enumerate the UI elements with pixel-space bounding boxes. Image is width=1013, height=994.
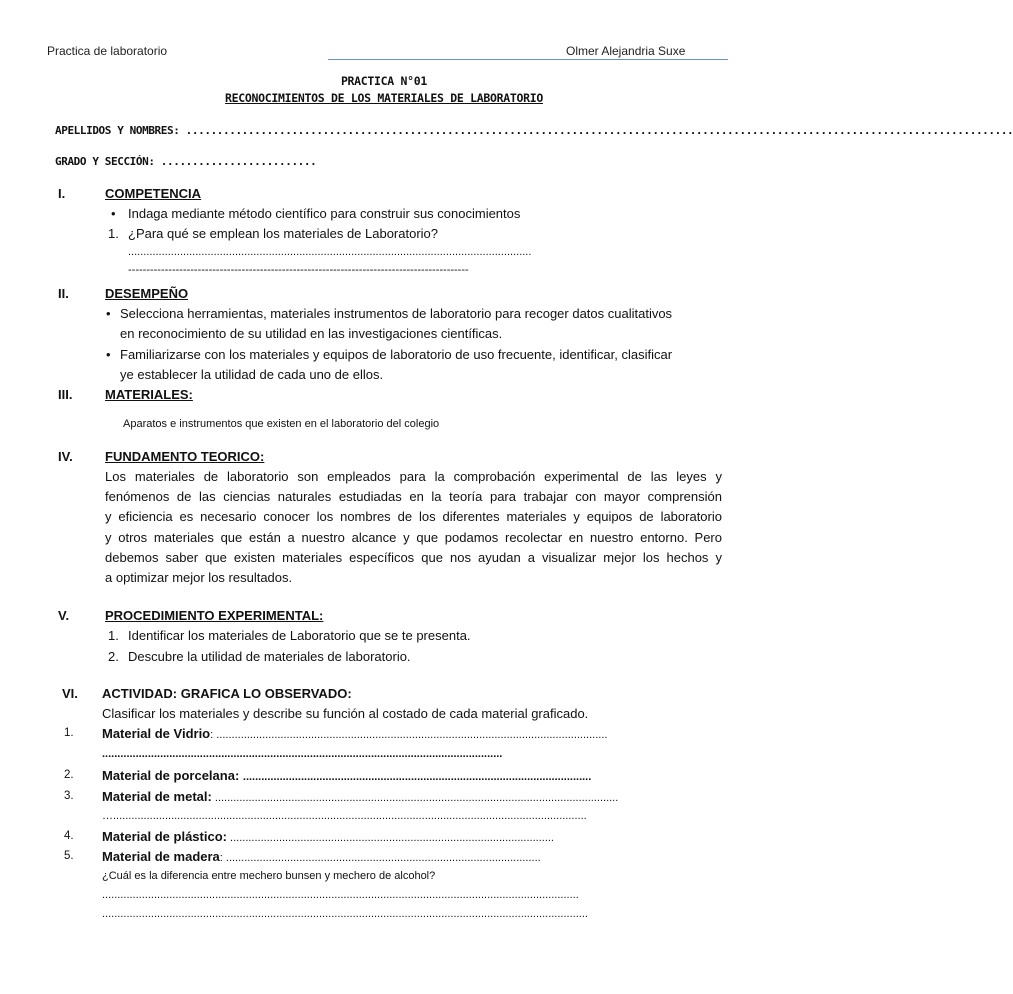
section-4-title: FUNDAMENTO TEORICO: bbox=[105, 449, 265, 464]
s4-line: fenómenos de las ciencias naturales estudiadas en la teoría para trabajar con mayor comprensión bbox=[105, 489, 722, 505]
bullet-icon: • bbox=[106, 306, 111, 321]
m4-num: 4. bbox=[64, 830, 74, 842]
m4-label: Material de plástico: bbox=[102, 829, 227, 844]
m5-label: Material de madera bbox=[102, 849, 220, 864]
section-1-num: I. bbox=[58, 186, 66, 201]
s1-question: ¿Para qué se emplean los materiales de Laboratorio? bbox=[128, 226, 439, 241]
grado-field[interactable]: GRADO Y SECCIÓN: ......................... bbox=[55, 155, 317, 168]
s4-paragraph bbox=[105, 467, 722, 588]
section-5-num: V. bbox=[58, 608, 70, 623]
section-4-num: IV. bbox=[58, 449, 73, 464]
m1-label: Material de Vidrio bbox=[102, 726, 211, 741]
s2-bullet-1a: Selecciona herramientas, materiales instrumentos de laboratorio para recoger datos cualitativos bbox=[120, 306, 673, 321]
s2-bullet-2b: ye establecer la utilidad de cada uno de ellos. bbox=[120, 367, 384, 382]
s6-question: ¿Cuál es la diferencia entre mechero bunsen y mechero de alcohol? bbox=[102, 870, 436, 882]
bullet-icon: • bbox=[106, 347, 111, 362]
s5-item-1-num: 1. bbox=[108, 628, 119, 643]
m1-num: 1. bbox=[64, 727, 74, 739]
m3-dots[interactable]: .................................................................................................................................... bbox=[211, 792, 619, 804]
s1-q-num: 1. bbox=[108, 226, 119, 241]
m1-line-2[interactable]: ................................................................................................................................... bbox=[102, 748, 503, 760]
section-5-title: PROCEDIMIENTO EXPERIMENTAL: bbox=[105, 608, 324, 623]
header-left: Practica de laboratorio bbox=[47, 44, 168, 58]
m1-dots[interactable]: : ................................................................................................................................ bbox=[210, 729, 608, 741]
s2-bullet-1b: en reconocimiento de su utilidad en las investigaciones científicas. bbox=[120, 326, 503, 341]
s1-answer-line-2[interactable]: --------------------------------------------------------------------------------------------- bbox=[128, 264, 469, 276]
s6-q-line-1[interactable]: ............................................................................................................................................................ bbox=[102, 889, 579, 901]
header-divider bbox=[328, 59, 728, 60]
section-3-num: III. bbox=[58, 387, 73, 402]
s4-line: y eficiencia es necesario conocer los nombres de los diferentes materiales y equipos de laboratorio bbox=[105, 509, 722, 525]
m3-num: 3. bbox=[64, 790, 74, 802]
section-6-num: VI. bbox=[62, 686, 78, 701]
m4-dots[interactable]: .......................................................................................................... bbox=[226, 832, 554, 844]
s4-line: Los materiales de laboratorio son empleados para la comprobación experimental de las leyes y bbox=[105, 469, 722, 484]
s1-answer-line-1[interactable]: .................................................................................................................................... bbox=[128, 246, 532, 258]
section-3-title: MATERIALES: bbox=[105, 387, 193, 402]
m3-label: Material de metal: bbox=[102, 789, 212, 804]
m5-dots[interactable]: : ....................................................................................................... bbox=[219, 852, 541, 864]
m5-num: 5. bbox=[64, 850, 74, 862]
s1-bullet: Indaga mediante método científico para construir sus conocimientos bbox=[128, 206, 521, 221]
m2-num: 2. bbox=[64, 769, 74, 781]
s5-item-2: Descubre la utilidad de materiales de laboratorio. bbox=[128, 649, 411, 664]
m3-line-2[interactable]: …........................................................................................................................................................... bbox=[102, 810, 587, 822]
section-2-num: II. bbox=[58, 286, 69, 301]
s5-item-2-num: 2. bbox=[108, 649, 119, 664]
s3-text: Aparatos e instrumentos que existen en el laboratorio del colegio bbox=[123, 418, 440, 430]
bullet-icon: • bbox=[111, 206, 116, 221]
m2-label: Material de porcelana: bbox=[102, 768, 243, 783]
page-title: PRACTICA N°01 bbox=[340, 74, 428, 88]
header-right: Olmer Alejandria Suxe bbox=[566, 44, 686, 58]
s4-line: debemos saber que existen materiales específicos que nos ayudan a visualizar mejor los hechos y bbox=[105, 549, 722, 565]
m2-dots[interactable]: .................................................................................................................. bbox=[242, 771, 592, 783]
s4-line: a optimizar mejor los resultados. bbox=[105, 570, 293, 586]
s4-line: y otros materiales que están a nuestro alcance y que podamos recolectar en nuestro entorno. Pero bbox=[105, 529, 722, 545]
s6-intro: Clasificar los materiales y describe su función al costado de cada material graficado. bbox=[102, 706, 589, 721]
nombres-field[interactable]: APELLIDOS Y NOMBRES: ..................................................................................................................................... bbox=[55, 124, 1013, 137]
section-2-title: DESEMPEÑO bbox=[105, 286, 189, 301]
page-subtitle: RECONOCIMIENTOS DE LOS MATERIALES DE LABORATORIO bbox=[225, 91, 543, 105]
s6-q-line-2[interactable]: ............................................................................................................................................................... bbox=[102, 908, 588, 920]
s2-bullet-2a: Familiarizarse con los materiales y equipos de laboratorio de uso frecuente, identificar, clasificar bbox=[120, 347, 673, 362]
section-6-title: ACTIVIDAD: GRAFICA LO OBSERVADO: bbox=[102, 686, 352, 701]
s5-item-1: Identificar los materiales de Laboratorio que se te presenta. bbox=[128, 628, 471, 643]
section-1-title: COMPETENCIA bbox=[105, 186, 202, 201]
